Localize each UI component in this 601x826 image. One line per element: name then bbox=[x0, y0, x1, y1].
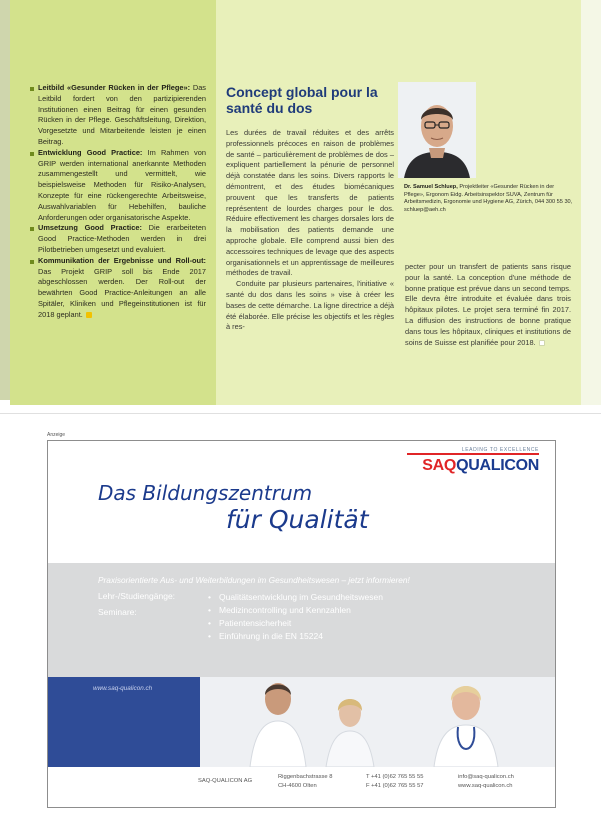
end-of-article-icon bbox=[539, 340, 545, 346]
list-item bbox=[30, 223, 206, 255]
left-margin-bar bbox=[0, 0, 10, 400]
footer-email[interactable]: info@saq-qualicon.ch bbox=[458, 774, 514, 780]
bullet-lead: Umsetzung Good Practice: bbox=[38, 223, 142, 233]
bullet-text: Die erarbeiteten Good Practice-Methoden werden in drei Pilotbetrieben umgesetzt und evaluiert. bbox=[38, 223, 206, 254]
author-details: Projektleiter «Gesunder Rücken in der Pflege», Ergonom Eidg. Arbeitsinspektor SUVA, Zentrum für Arbeitsmedizin, Ergonomie und Hygiene AG, Zürich, 044 300 55 30, schluep@aeh.ch bbox=[404, 184, 573, 213]
article-column-2 bbox=[405, 262, 571, 348]
bullet-text: Das Projekt GRIP soll bis Ende 2017 abgeschlossen werden. Der Roll-out der bewährten Good Practice-Anleitungen an alle Spitäler, Kliniken und Pflegeinstitutionen ist für 2018 geplant. bbox=[38, 266, 206, 319]
footer-phone bbox=[366, 773, 424, 791]
course-item: • Medizincontrolling und Kennzahlen bbox=[208, 604, 383, 617]
ad-headline-1: Das Bildungszentrum bbox=[98, 481, 313, 505]
footer-tel: T +41 (0)62 765 55 55 bbox=[366, 774, 424, 780]
brand-tagline: LEADING TO EXCELLENCE bbox=[461, 447, 539, 453]
brand-qualicon: QUALICON bbox=[456, 457, 539, 474]
list-item bbox=[30, 83, 206, 148]
grip-bullet-list bbox=[30, 83, 206, 321]
bullet-text: Im Rahmen von GRIP werden international anerkannte Methoden zusammengestellt und vermittelt, wie beispielsweise Methoden für Risiko-Analysen, Konzepte für eine rückengerechte Arbeitsweise, Auswahlvariablen für Hebehilfen, bauliche Anforderungen oder organisatorische Aspekte. bbox=[38, 147, 206, 222]
course-item: • Patientensicherheit bbox=[208, 617, 383, 630]
brand-rule bbox=[407, 453, 539, 455]
website-link[interactable]: www.saq-qualicon.ch bbox=[93, 685, 153, 692]
course-item: • Qualitätsentwicklung im Gesundheitswesen bbox=[208, 591, 383, 604]
study-programs-label: Lehr-/Studiengänge: bbox=[98, 591, 176, 601]
bullet-icon bbox=[30, 227, 34, 231]
author-portrait bbox=[398, 82, 476, 178]
bullet-lead: Entwicklung Good Practice: bbox=[38, 147, 143, 157]
brand-saq: SAQ bbox=[422, 457, 457, 474]
healthcare-staff-photo bbox=[200, 677, 555, 767]
article-paragraph: Conduite par plusieurs partenaires, l'initiative « santé du dos dans les soins » vise à créer les bases de cette démarche. La ligne directrice a déjà été élaborée. Elle précise les objectifs et les règles à res- bbox=[226, 279, 394, 332]
article-column-1 bbox=[226, 128, 394, 333]
seminars-label: Seminare: bbox=[98, 607, 137, 617]
article-heading: Concept global pour la santé du dos bbox=[226, 84, 378, 116]
healthcare-staff-illustration bbox=[200, 677, 555, 767]
end-of-article-icon bbox=[86, 312, 92, 318]
saq-qualicon-ad bbox=[47, 440, 556, 808]
list-item bbox=[30, 256, 206, 321]
ad-label: Anzeige bbox=[47, 432, 66, 438]
footer-contact bbox=[458, 773, 514, 791]
footer-city: CH-4600 Olten bbox=[278, 783, 317, 789]
course-item: • Einführung in die EN 15224 bbox=[208, 630, 383, 643]
list-item bbox=[30, 148, 206, 224]
author-caption bbox=[404, 184, 574, 214]
brand-logo bbox=[422, 457, 539, 475]
page-divider bbox=[0, 413, 601, 414]
bullet-lead: Kommunikation der Ergebnisse und Roll-out: bbox=[38, 255, 206, 265]
author-portrait-drawing bbox=[398, 82, 476, 178]
course-list bbox=[208, 591, 383, 643]
ad-headline-2: für Qualität bbox=[226, 505, 369, 534]
footer-web[interactable]: www.saq-qualicon.ch bbox=[458, 783, 513, 789]
ad-tagline: Praxisorientierte Aus- und Weiterbildungen im Gesundheitswesen – jetzt informieren! bbox=[98, 575, 410, 585]
article-paragraph: Les durées de travail réduites et des arrêts professionnels précoces en raison de problèmes de santé – particulièrement de problèmes de dos – expliquent partiellement la pénurie de personnel déjà constatée dans les soins. Divers rapports le démontrent, et des études biomécaniques prouvent que les transferts de patients représentent de lourdes charges pour le dos. Réduire effectivement les charges dorsales lors de la mobilisation des patients demande une approche globale. Elle comprend aussi bien des accessoires techniques de levage que des aspects organisationnels et un apprentissage de meilleures méthodes de travail. bbox=[226, 128, 394, 278]
bullet-icon bbox=[30, 87, 34, 91]
footer-fax: F +41 (0)62 765 55 57 bbox=[366, 783, 424, 789]
footer-street: Riggenbachstrasse 8 bbox=[278, 774, 333, 780]
footer-company: SAQ-QUALICON AG bbox=[198, 778, 253, 784]
author-name: Dr. Samuel Schluep, bbox=[404, 184, 458, 190]
footer-address bbox=[278, 773, 332, 791]
right-margin-strip bbox=[581, 0, 601, 405]
bullet-lead: Leitbild «Gesunder Rücken in der Pflege»: bbox=[38, 83, 191, 92]
bullet-icon bbox=[30, 152, 34, 156]
ad-footer bbox=[48, 767, 555, 807]
bullet-text: Das Leitbild fordert von den partizipierenden Institutionen einen Beitrag für einen gesunden Rücken in der Pflege. Geschäftsleitung, Direktion, Vorgesetzte und Mitarbeitende leisten je einen Beitrag. bbox=[38, 83, 206, 146]
article-paragraph: pecter pour un transfert de patients sans risque pour la santé. La conception d'une méthode de bonne pratique est prévue dans un second temps. Elle devra être introduite et évaluée dans trois hôpitaux pilotes. Le projet sera terminé fin 2017. La diffusion des instructions de bonne pratique dans tous les hôpitaux, cliniques et institutions de soins de Suisse est planifiée pour 2018. bbox=[405, 262, 571, 347]
bullet-icon bbox=[30, 260, 34, 264]
